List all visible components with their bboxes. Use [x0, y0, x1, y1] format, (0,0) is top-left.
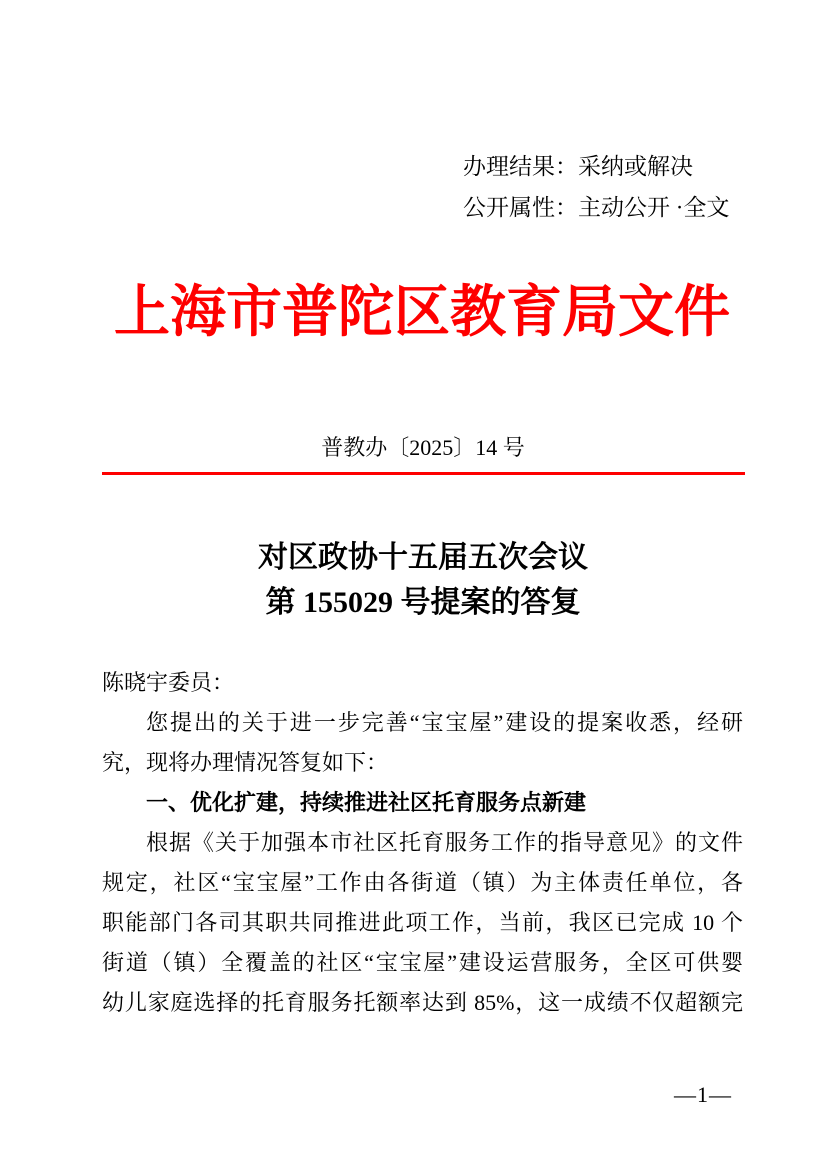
body-line: 究，现将办理情况答复如下：	[102, 750, 389, 775]
red-separator-line	[102, 472, 745, 475]
body-line: 幼儿家庭选择的托育服务托额率达到 85%，这一成绩不仅超额完	[102, 990, 743, 1015]
page-number: —1—	[674, 1082, 732, 1107]
doc-title-line-2: 第 155029 号提案的答复	[265, 586, 581, 619]
body-section-heading: 一、优化扩建，持续推进社区托育服务点新建	[146, 790, 587, 815]
masthead-title: 上海市普陀区教育局文件	[114, 282, 730, 344]
doc-title	[102, 535, 744, 625]
doc-title-line-1: 对区政协十五届五次会议	[258, 541, 588, 574]
disclosure-attribute-line: 公开属性：主动公开 ·全文	[463, 195, 730, 220]
body-line: 规定，社区“宝宝屋”工作由各街道（镇）为主体责任单位，各	[102, 870, 743, 895]
body-paragraphs	[102, 663, 743, 1023]
body-line: 根据《关于加强本市社区托育服务工作的指导意见》的文件	[146, 830, 743, 855]
handling-result-line: 办理结果：采纳或解决	[463, 154, 693, 179]
header-info-block	[463, 146, 729, 228]
body-line: 职能部门各司其职共同推进此项工作，当前，我区已完成 10 个	[102, 910, 743, 935]
body-line: 您提出的关于进一步完善“宝宝屋”建设的提案收悉，经研	[146, 710, 743, 735]
body-line-salutation: 陈晓宇委员：	[102, 670, 235, 695]
doc-number: 普教办〔2025〕14 号	[321, 435, 525, 460]
body-line: 街道（镇）全覆盖的社区“宝宝屋”建设运营服务，全区可供婴	[102, 950, 743, 975]
